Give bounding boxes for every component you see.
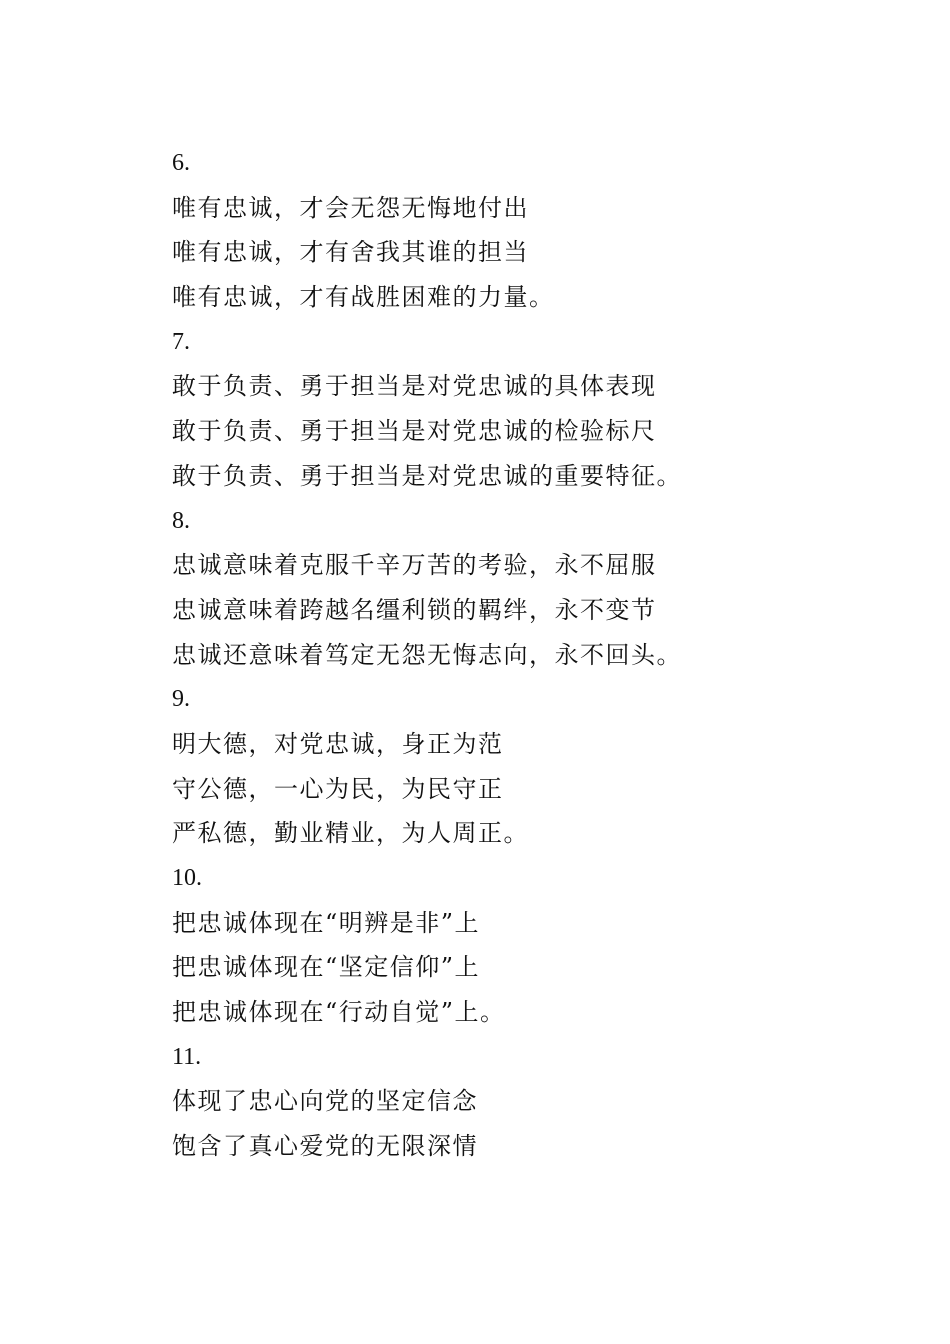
text-line: 把忠诚体现在“行动自觉”上。 <box>172 998 506 1027</box>
text-line: 敢于负责、勇于担当是对党忠诚的具体表现 <box>172 372 657 401</box>
document-body <box>172 141 892 1169</box>
section-number: 11. <box>172 1043 202 1070</box>
text-line: 严私德，勤业精业，为人周正。 <box>172 819 529 848</box>
section-number: 6. <box>172 150 190 176</box>
text-line: 唯有忠诚，才会无怨无悔地付出 <box>172 193 529 222</box>
section-number: 7. <box>172 328 190 355</box>
text-line: 把忠诚体现在“明辨是非”上 <box>172 908 481 937</box>
text-line: 体现了忠心向党的坚定信念 <box>172 1087 478 1116</box>
text-line: 忠诚意味着跨越名缰利锁的羁绊，永不变节 <box>172 595 657 624</box>
section-number: 8. <box>172 507 190 534</box>
section-number: 10. <box>172 865 202 891</box>
text-line: 唯有忠诚，才有舍我其谁的担当 <box>172 238 529 267</box>
text-line: 忠诚意味着克服千辛万苦的考验，永不屈服 <box>172 551 657 580</box>
text-line: 唯有忠诚，才有战胜困难的力量。 <box>172 283 555 312</box>
text-line: 饱含了真心爱党的无限深情 <box>172 1132 478 1161</box>
text-line: 忠诚还意味着笃定无怨无悔志向，永不回头。 <box>172 640 682 669</box>
text-line: 守公德，一心为民，为民守正 <box>172 774 504 803</box>
text-line: 敢于负责、勇于担当是对党忠诚的检验标尺 <box>172 417 657 446</box>
section-number: 9. <box>172 686 190 713</box>
text-line: 明大德，对党忠诚，身正为范 <box>172 729 504 758</box>
text-line: 把忠诚体现在“坚定信仰”上 <box>172 953 481 982</box>
text-line: 敢于负责、勇于担当是对党忠诚的重要特征。 <box>172 461 682 490</box>
